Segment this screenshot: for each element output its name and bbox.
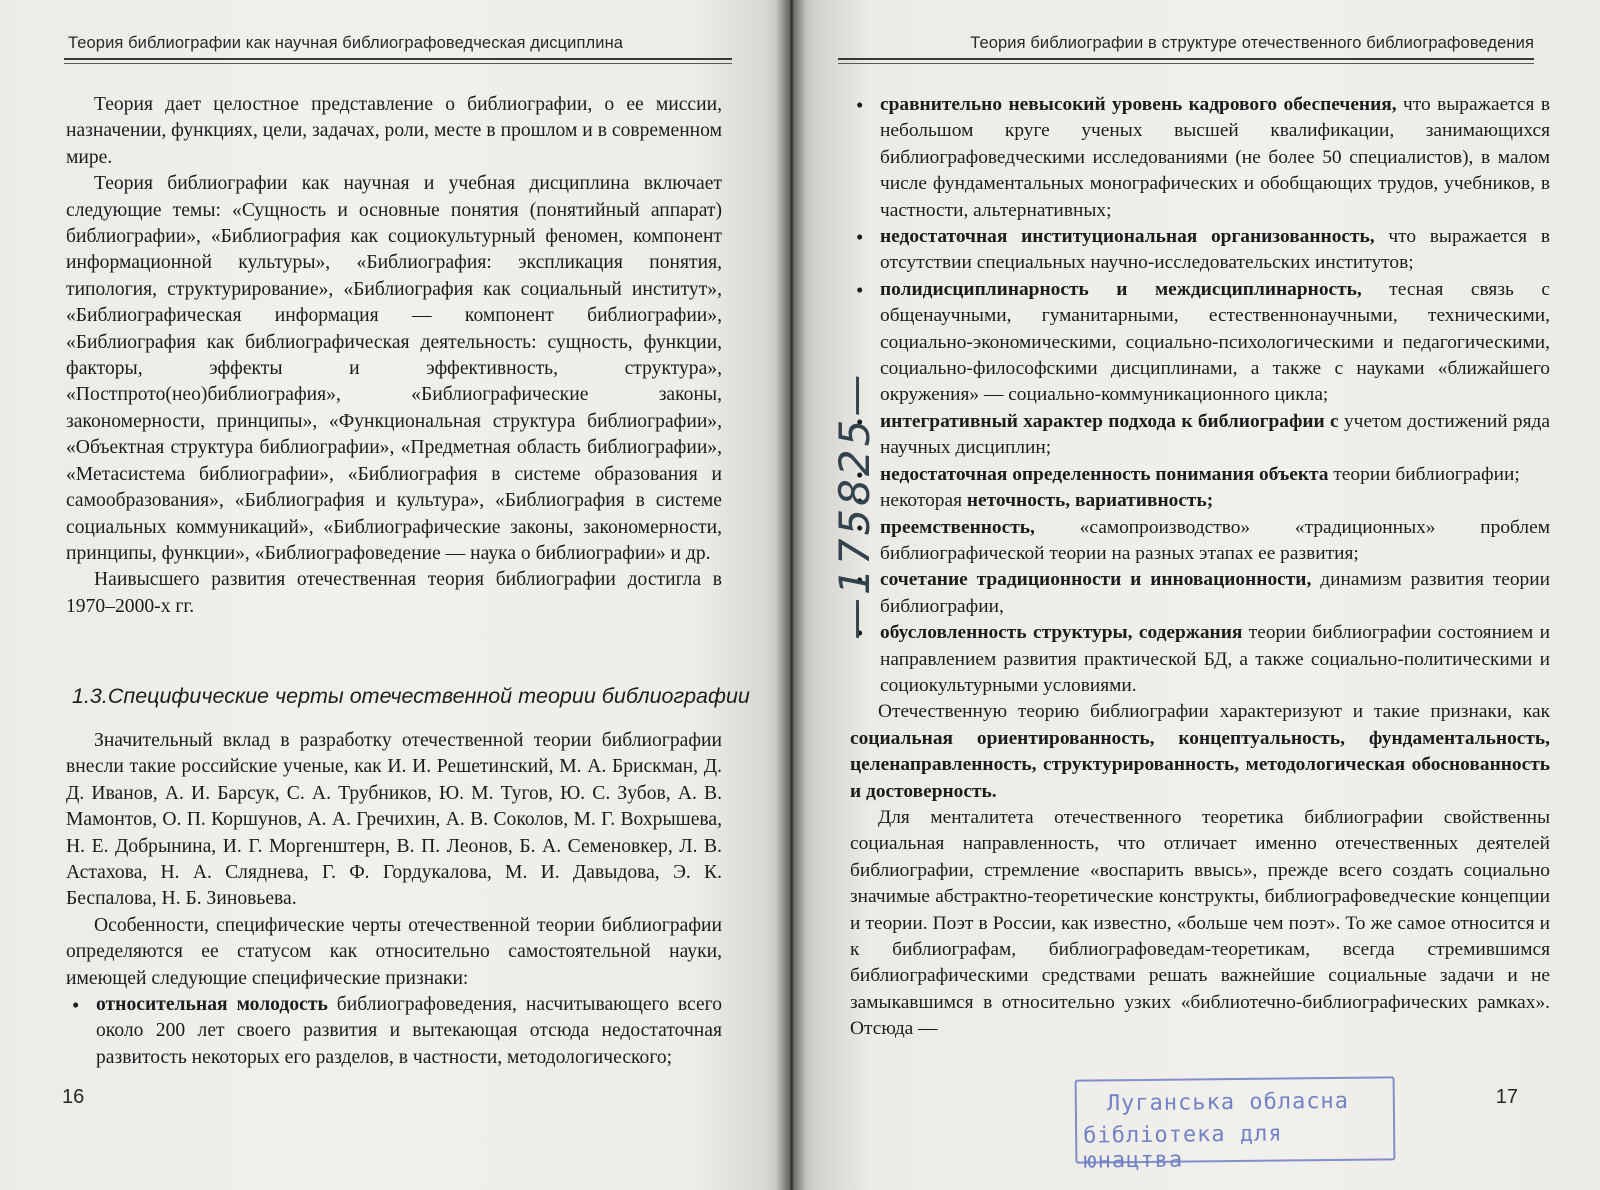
page-number: 16	[62, 1086, 85, 1108]
running-head: Теория библиографии в структуре отечественного библиографоведения	[970, 34, 1534, 52]
bullet-item	[66, 992, 722, 1071]
book-gutter	[776, 0, 806, 1190]
right-page	[790, 0, 1600, 1190]
header-rule-thin	[64, 63, 732, 64]
bullet-bold: относительная молодость	[96, 994, 328, 1016]
bullet-item	[850, 409, 1550, 462]
running-head: Теория библиографии как научная библиографоведческая дисциплина	[68, 34, 624, 52]
bullet-item	[850, 92, 1550, 224]
library-stamp	[1075, 1076, 1396, 1174]
section-title: 1.3.Специфические черты отечественной теории библиографии	[72, 684, 750, 708]
stamp-line-1: Луганська обласна	[1106, 1088, 1350, 1117]
bullet-bold: интегративный характер подхода к библиографии с	[880, 410, 1339, 432]
paragraph	[850, 699, 1550, 805]
bullet-text: тесная связь с общенаучными, гуманитарными, естественнонаучными, техническими, социально-экономическими, социально-психологическими и педагогическими, социально-философскими дисциплинами, а также с науками «ближайшего окружения» — социально-коммуникационного цикла;	[880, 278, 1550, 406]
paragraph: Теория дает целостное представление о библиографии, о ее миссии, назначении, функциях, цели, задачах, роли, месте в прошлом и в современном мире.	[66, 94, 722, 168]
bullet-text-pre: некоторая	[880, 490, 967, 512]
body-text	[850, 92, 1550, 1043]
bullet-text: что выражается в отсутствии специальных научно-исследовательских институтов;	[880, 226, 1550, 274]
body-text-bottom	[66, 728, 722, 1071]
bullet-bold: сравнительно невысокий уровень кадрового обеспечения,	[880, 94, 1397, 115]
header-rule	[64, 58, 732, 60]
body-text-top	[66, 92, 722, 620]
bullet-item	[850, 277, 1550, 409]
stamp-line-2: бібліотека для юнацтва	[1083, 1121, 1283, 1174]
bullet-bold: преемственность,	[880, 516, 1035, 538]
bullet-item	[850, 567, 1550, 620]
bullet-bold: недостаточная институциональная организованность,	[880, 226, 1375, 248]
bullet-item	[850, 224, 1550, 277]
paragraph: Особенности, специфические черты отечественной теории библиографии определяются ее статусом как относительно самостоятельной науки, имеющей следующие специфические признаки:	[66, 914, 722, 989]
paragraph: Для менталитета отечественного теоретика библиографии свойственны социальная направленность, что отличает именно отечественных деятелей библиографии, стремление «воспарить ввысь», прежде всего создать социально значимые абстрактно-теоретические конструкты, библиографоведческие концепции и теории. Поэт в России, как известно, «больше чем поэт». То же самое относится и к библиографам, библиографоведам-теоретикам, всегда стремившимся библиографическими средствами решать важнейшие социальные задачи и не замыкавшимся в относительно узких «библиотечно-библиографических рамках». Отсюда —	[850, 806, 1550, 1040]
paragraph: Теория библиографии как научная и учебная дисциплина включает следующие темы: «Сущность и основные понятия (понятийный аппарат) библиографии», «Библиография как социокультурный феномен, компонент информационной культуры», «Библиография: экспликация понятия, типология, структурирование», «Библиография как социальный институт», «Библиографическая информация — компонент библиографии», «Библиография как библиографическая деятельность: сущность, функции, факторы, эффекты и эффективность, структура», «Постпрото(нео)библиография», «Библиографические законы, закономерности, принципы», «Функциональная структура библиографии», «Объектная структура библиографии», «Предметная область библиографии», «Метасистема библиографии», «Библиография в системе образования и самообразования», «Библиография и культура», «Библиография в системе социальных коммуникаций», «Библиографические законы, закономерности, принципы, функции», «Библиографоведение — наука о библиографии» и др.	[66, 173, 722, 564]
bullet-item	[850, 488, 1550, 514]
paragraph: Наивысшего развития отечественная теория библиографии достигла в 1970–2000-х гг.	[66, 569, 722, 617]
bullet-item	[850, 462, 1550, 488]
bullet-text: библиографоведения, насчитывающего всего около 200 лет своего развития и вытекающая отсюда недостаточная развитость некоторых его разделов, в частности, методологического;	[96, 994, 722, 1068]
header-rule	[838, 58, 1534, 60]
bullet-text: теории библиографии;	[1328, 463, 1520, 485]
bullet-text: учетом достижений ряда научных дисциплин;	[880, 410, 1550, 459]
bullet-text: динамизм развития теории библиографии,	[880, 569, 1551, 617]
bullet-text: теории библиографии состоянием и направлением развития практической БД, а также социально-политическими и социокультурными условиями.	[880, 622, 1550, 696]
bullet-bold: недостаточная определенность понимания объекта	[880, 463, 1329, 485]
page-number: 17	[1495, 1086, 1518, 1108]
bullet-bold: неточность, вариативность;	[966, 490, 1214, 512]
bullet-bold: обусловленность структуры, содержания	[880, 622, 1243, 644]
handwritten-inventory-number: —175825—	[830, 371, 879, 640]
bullet-item	[850, 620, 1550, 699]
left-page	[0, 0, 790, 1190]
paragraph-text: Отечественную теорию библиографии характеризуют и такие признаки, как	[878, 701, 1550, 723]
bullet-item	[850, 515, 1550, 568]
bullet-bold: сочетание традиционности и инновационности,	[880, 569, 1312, 591]
bullet-bold: полидисциплинарность и междисциплинарность,	[880, 278, 1362, 300]
bullet-text: «самопроизводство» «традиционных» проблем библиографической теории на разных этапах ее развития;	[880, 516, 1550, 564]
header-rule-thin	[838, 63, 1534, 64]
paragraph: Значительный вклад в разработку отечественной теории библиографии внесли такие российские ученые, как И. И. Решетинский, М. А. Брискман, Д. Д. Иванов, А. И. Барсук, С. А. Трубников, Ю. М. Тугов, Ю. С. Зубов, А. В. Мамонтов, О. П. Коршунов, А. А. Гречихин, А. В. Соколов, М. Г. Вохрышева, Н. Е. Добрынина, И. Г. Моргенштерн, В. П. Леонов, Б. А. Семеновкер, Л. В. Астахова, Н. А. Сляднева, Г. Ф. Гордукалова, М. И. Давыдова, Э. К. Беспалова, Н. Б. Зиновьева.	[66, 730, 722, 910]
paragraph-bold: социальная ориентированность, концептуальность, фундаментальность, целенаправленность, структурированность, методологическая обоснованность и достоверность.	[850, 727, 1550, 802]
bullet-text: что выражается в небольшом круге ученых высшей квалификации, занимающихся библиографоведческими исследованиями (не более 50 специалистов), в малом числе фундаментальных монографических и обобщающих трудов, учебников, в частности, альтернативных;	[880, 94, 1550, 221]
